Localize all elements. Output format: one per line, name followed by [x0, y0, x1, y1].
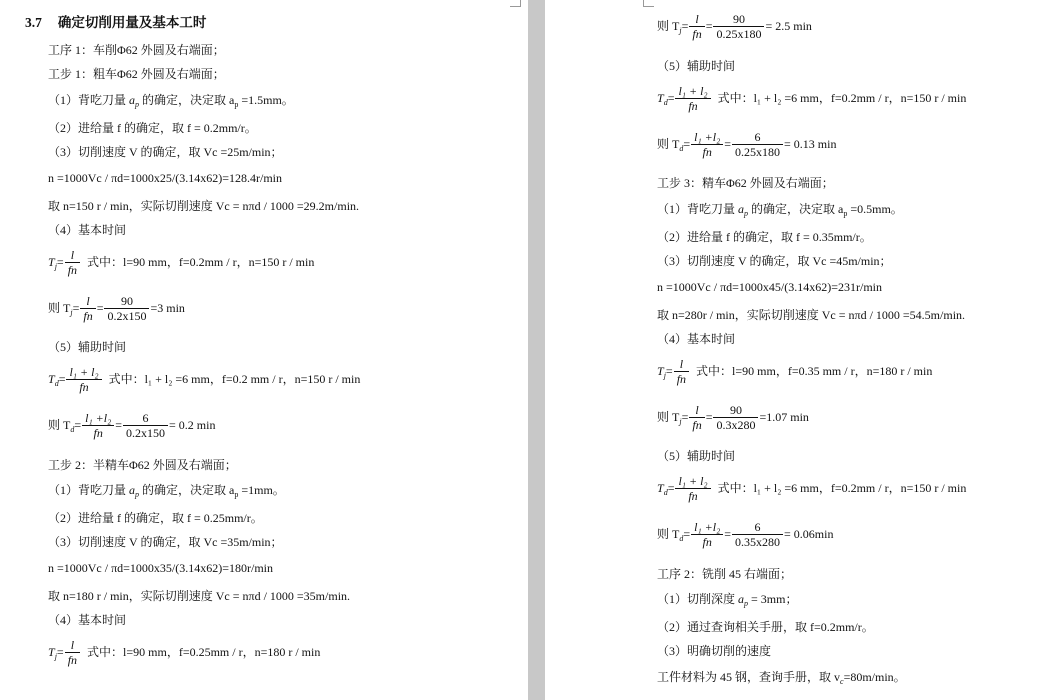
step-2-tj-formula: $T_j=$ $\frac{l}{fn}$ 式中：l=90 mm，f=0.25mm / r，n=180 r / min — [48, 638, 321, 668]
document-page-left — [0, 0, 528, 700]
step-3-tj-value: 则 $T_j=$ $\frac{l}{fn}$ = $\frac{90}{0.3x280}$ =1.07 min — [657, 403, 809, 433]
step-3-feed: （2）进给量 f 的确定，取 f = 0.35mm/r。 — [657, 230, 872, 244]
step-2-n-take: 取 n=180 r / min，实际切削速度 Vc = nπd / 1000 =35m/min. — [48, 589, 351, 603]
step-1-tf-value: 则 $T_d=$ $\frac{\text{l₁ +l₂}}{fn}$ = $\frac{6}{0.2x150}$ = 0.2 min — [48, 411, 216, 441]
step-1-tj-formula: $T_j=$ $\frac{l}{fn}$ 式中：l=90 mm，f=0.2mm / r，n=150 r / min — [48, 248, 315, 278]
step-3-basic-time-label: （4）基本时间 — [657, 332, 736, 346]
step-1-basic-time-label: （4）基本时间 — [48, 223, 127, 237]
process-1-title: 工序 1：车削Φ62 外圆及右端面； — [48, 43, 225, 57]
process-2-depth: （1）切削深度 $a_p = 3mm$； — [657, 592, 798, 608]
step-1-feed: （2）进给量 f 的确定，取 f = 0.2mm/r。 — [48, 121, 257, 135]
step-3-tf-value: 则 $T_d=$ $\frac{\text{l₁ +l₂}}{fn}$ = $\frac{6}{0.35x280}$ = 0.06min — [657, 520, 834, 550]
step-1-aux-label: （5）辅助时间 — [48, 340, 127, 354]
step-2-basic-time-label: （4）基本时间 — [48, 613, 127, 627]
section-number: 3.7 — [25, 15, 42, 30]
step-1-tj-value: 则 $T_j=$ $\frac{l}{fn}$ = $\frac{90}{0.2x150}$ =3 min — [48, 294, 185, 324]
fraction: $\frac{l}{fn}$ — [65, 249, 80, 277]
step-3-title: 工步 3：精车Φ62 外圆及右端面； — [657, 176, 834, 190]
step-3-tf-formula: $T_d=$ $\frac{\text{l₁ + l₂}}{fn}$ 式中：l₁ + l₂ =6 mm，f=0.2mm / r，n=150 r / min — [657, 474, 967, 504]
step-3-n-calc: n =1000Vc / πd=1000x45/(3.14x62)=231r/min — [657, 280, 883, 294]
page-corner-mark — [510, 0, 521, 7]
process-2-speed-label: （3）明确切削的速度 — [657, 644, 772, 658]
step-1-n-calc: n =1000Vc / πd=1000x25/(3.14x62)=128.4r/min — [48, 171, 283, 185]
step-2-tj-value: 则 $T_j=$ $\frac{l}{fn}$ = $\frac{90}{0.25x180}$ = 2.5 min — [657, 12, 812, 42]
step-3-depth-of-cut: （1）背吃刀量 $a_p$ 的确定，决定取 $a_p =0.5mm$。 — [657, 202, 903, 218]
step-2-tf-formula: $T_d=$ $\frac{\text{l₁ + l₂}}{fn}$ 式中：l₁ + l₂ =6 mm，f=0.2mm / r，n=150 r / min — [657, 84, 967, 114]
section-heading — [25, 15, 206, 31]
process-2-material: 工件材料为 45 钢，查询手册，取 $v_c=80m/\min$。 — [657, 670, 906, 686]
step-2-feed: （2）进给量 f 的确定，取 f = 0.25mm/r。 — [48, 511, 263, 525]
process-2-title: 工序 2：铣削 45 右端面； — [657, 567, 793, 581]
step-3-tj-formula: $T_j=$ $\frac{l}{fn}$ 式中：l=90 mm，f=0.35 mm / r，n=180 r / min — [657, 357, 933, 387]
step-2-aux-label: （5）辅助时间 — [657, 59, 736, 73]
step-1-depth-of-cut: （1）背吃刀量 $a_p$ 的确定，决定取 $a_p =1.5mm$。 — [48, 93, 294, 109]
step-1-title: 工步 1：粗车Φ62 外圆及右端面； — [48, 67, 225, 81]
process-2-feed: （2）通过查询相关手册，取 f=0.2mm/r。 — [657, 620, 874, 634]
step-3-speed: （3）切削速度 V 的确定，取 Vc =45m/min； — [657, 254, 892, 268]
step-2-tf-value: 则 $T_d=$ $\frac{\text{l₁ +l₂}}{fn}$ = $\frac{6}{0.25x180}$ = 0.13 min — [657, 130, 837, 160]
step-1-n-take: 取 n=150 r / min，实际切削速度 Vc = nπd / 1000 =29.2m/min. — [48, 199, 360, 213]
step-1-speed: （3）切削速度 V 的确定，取 Vc =25m/min； — [48, 145, 283, 159]
step-2-depth-of-cut: （1）背吃刀量 $a_p$ 的确定，决定取 $a_p =1mm$。 — [48, 483, 285, 499]
section-title: 确定切削用量及基本工时 — [57, 15, 207, 30]
step-3-aux-label: （5）辅助时间 — [657, 449, 736, 463]
document-page-right — [545, 0, 1058, 700]
step-2-n-calc: n =1000Vc / πd=1000x35/(3.14x62)=180r/min — [48, 561, 274, 575]
step-3-n-take: 取 n=280r / min，实际切削速度 Vc = nπd / 1000 =54.5m/min. — [657, 308, 966, 322]
step-1-tf-formula: $T_d=$ $\frac{\text{l₁ + l₂}}{fn}$ 式中：l₁ + l₂ =6 mm，f=0.2 mm / r，n=150 r / min — [48, 365, 361, 395]
step-2-title: 工步 2：半精车Φ62 外圆及右端面； — [48, 458, 237, 472]
step-2-speed: （3）切削速度 V 的确定，取 Vc =35m/min； — [48, 535, 283, 549]
page-corner-mark — [643, 0, 654, 7]
